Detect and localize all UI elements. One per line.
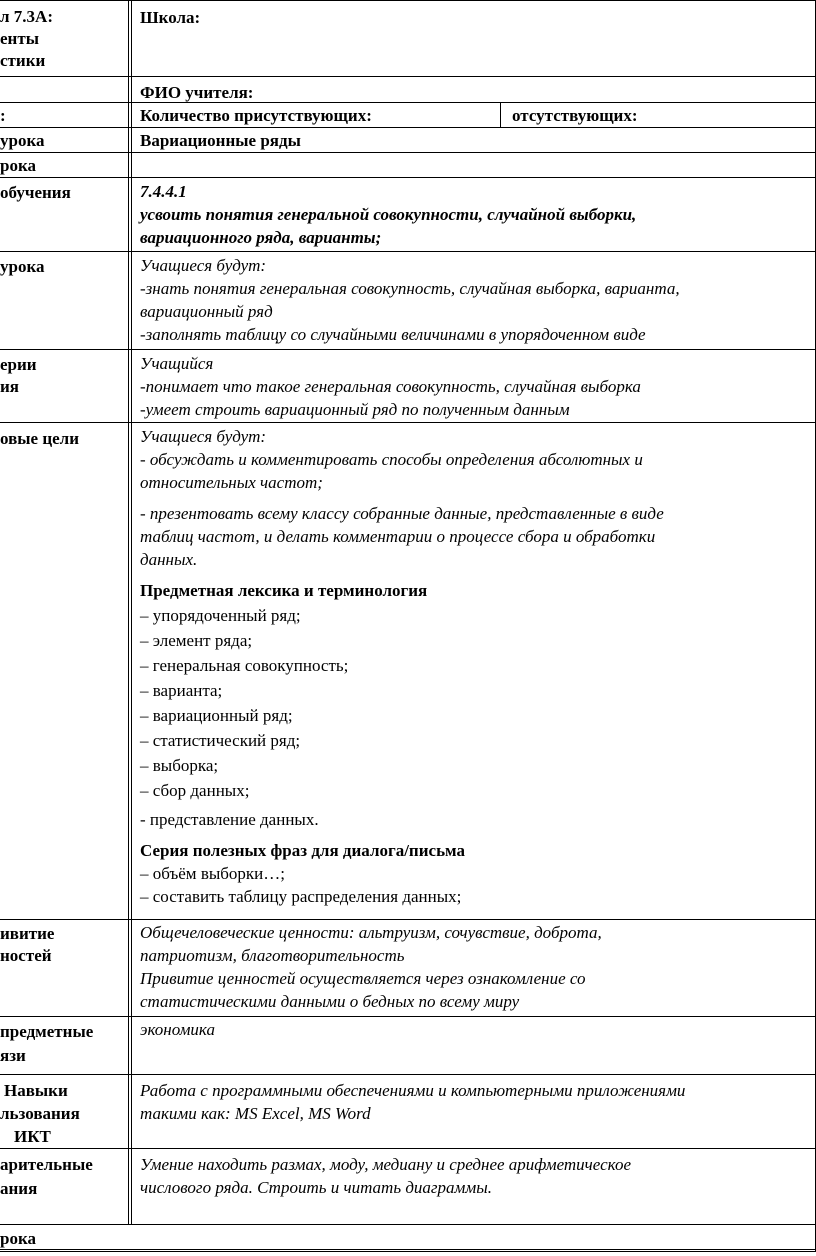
lexicon-item: – генеральная совокупность; <box>140 654 816 677</box>
criteria-label: ерии ия <box>0 355 37 396</box>
row-divider <box>0 1224 816 1225</box>
ict-skills-label: Навыки льзования ИКТ <box>0 1081 80 1146</box>
row-divider <box>0 1016 816 1017</box>
row3-label: : <box>0 106 6 125</box>
lexicon-item: - представление данных. <box>140 810 319 829</box>
lexicon-item: – выборка; <box>140 754 816 777</box>
lesson-goals-label: урока <box>0 257 45 276</box>
row-divider <box>0 422 816 423</box>
table-top-border <box>0 0 816 1</box>
criteria-value: Учащийся -понимает что такое генеральная совокупность, случайная выборка -умеет строить вариационный ряд по полученным данным <box>140 354 641 419</box>
cross-subject-value: экономика <box>140 1020 215 1039</box>
row-divider <box>0 1074 816 1075</box>
row-divider <box>0 177 816 178</box>
lexicon-title: Предметная лексика и терминология <box>140 581 428 600</box>
row-divider <box>0 251 816 252</box>
phrases-title: Серия полезных фраз для диалога/письма <box>140 841 466 860</box>
learning-goals-value: 7.4.4.1 усвоить понятия генеральной совокупности, случайной выборки, вариационного ряда, варианты; <box>140 182 637 247</box>
teacher-name-field: ФИО учителя: <box>140 83 254 102</box>
column-divider-sub <box>500 102 501 127</box>
row-divider <box>0 1148 816 1149</box>
language-goals-value: Учащиеся будут: - обсуждать и комментировать способы определения абсолютных и относительных частот; - презентовать всему классу собранные данные, представленные в виде таблиц частот, и делать комментарии о процессе сбора и обработки данных. Предметная лексика и терминология – упорядоченный ряд; – элемент ряда; – генеральная совокупность; – варианта; – вариационный ряд; – статистический ряд; – выборка; – сбор данных; - представление данных. Серия полезных фраз для диалога/письма – объём выборки…; – составить таблицу распределения данных; <box>132 425 816 908</box>
row-divider <box>0 919 816 920</box>
prior-knowledge-value: Умение находить размах, моду, медиану и среднее арифметическое числового ряда. Строить и читать диаграммы. <box>140 1155 631 1197</box>
lexicon-item: – элемент ряда; <box>140 629 816 652</box>
phrase-item: – объём выборки…; <box>140 862 816 885</box>
present-count-field: Количество присутствующих: <box>140 106 372 125</box>
row1-label: л 7.3А: енты стики <box>0 7 53 70</box>
lexicon-item: – статистический ряд; <box>140 729 816 752</box>
row-divider <box>0 76 816 77</box>
school-field: Школа: <box>140 8 201 27</box>
row-divider <box>0 127 816 128</box>
row5-label: рока <box>0 156 36 175</box>
lesson-plan-label: рока <box>0 1229 36 1248</box>
values-label: ивитие ностей <box>0 924 55 965</box>
lexicon-item: – сбор данных; <box>140 779 816 802</box>
lesson-goals-value: Учащиеся будут: -знать понятия генеральная совокупность, случайная выборка, варианта, вариационный ряд -заполнять таблицу со случайными величинами в упорядоченном виде <box>140 256 680 344</box>
phrase-item: – составить таблицу распределения данных; <box>140 885 816 908</box>
prior-knowledge-label: арительные ания <box>0 1155 93 1198</box>
lexicon-item: – упорядоченный ряд; <box>140 604 816 627</box>
lesson-topic-value: Вариационные ряды <box>140 131 301 150</box>
ict-skills-value: Работа с программными обеспечениями и компьютерными приложениями такими как: MS Excel, MS Word <box>140 1081 686 1123</box>
row-divider <box>0 349 816 350</box>
lesson-topic-label: урока <box>0 131 45 150</box>
row-divider <box>0 152 816 153</box>
values-value: Общечеловеческие ценности: альтруизм, сочувствие, доброта, патриотизм, благотворительность Привитие ценностей осуществляется через ознакомление со статистическими данными о бедных по всему миру <box>140 923 602 1011</box>
column-divider <box>128 0 129 1224</box>
language-goals-label: овые цели <box>0 429 79 448</box>
cross-subject-label: предметные язи <box>0 1022 94 1065</box>
lexicon-item: – варианта; <box>140 679 816 702</box>
absent-count-field: отсутствующих: <box>512 106 638 125</box>
learning-goals-label: обучения <box>0 183 71 202</box>
lexicon-item: – вариационный ряд; <box>140 704 816 727</box>
